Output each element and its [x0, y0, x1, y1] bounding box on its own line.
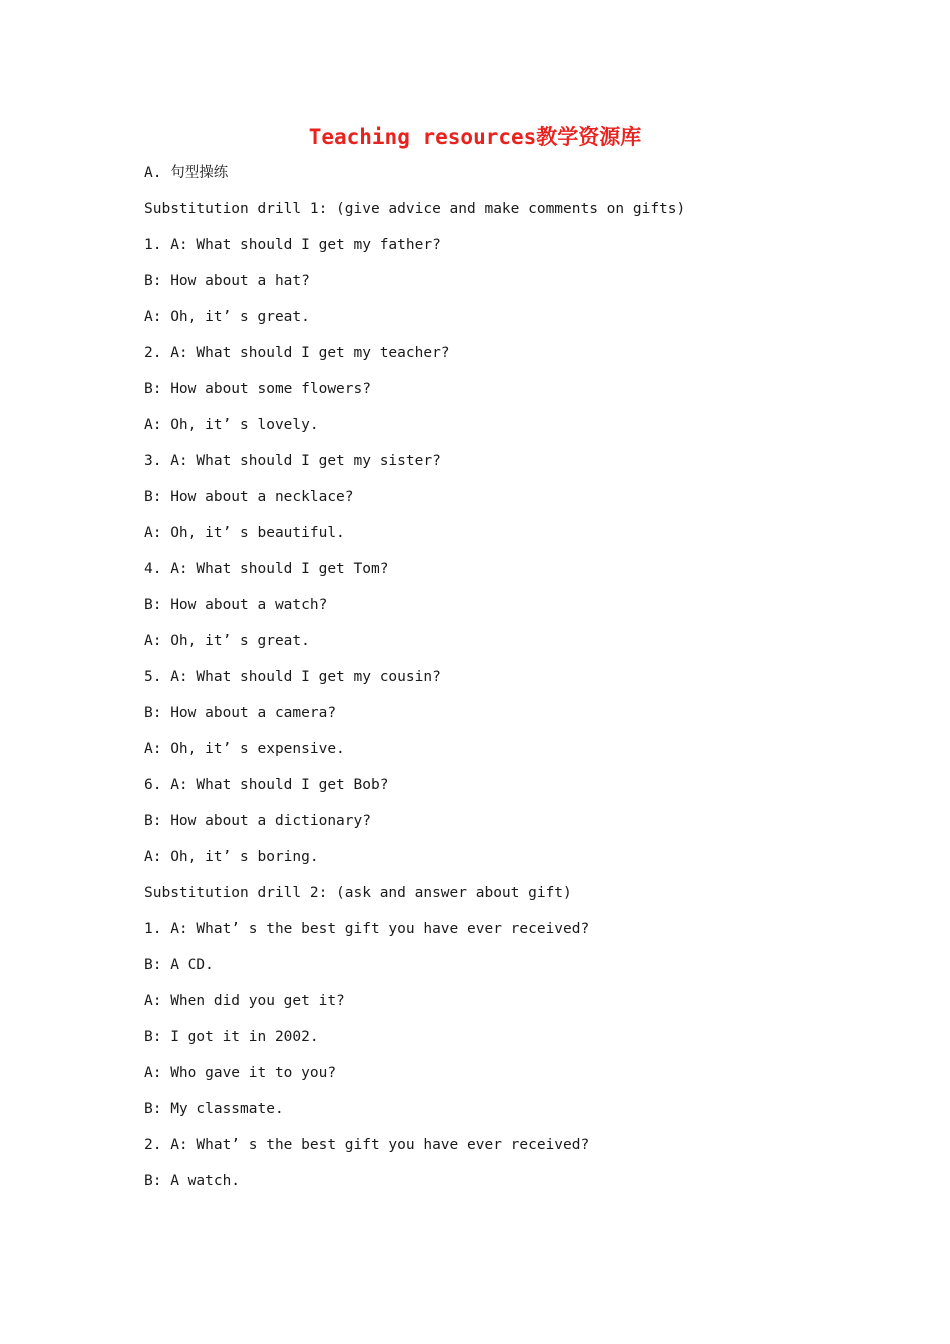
dialogue-line: B: How about a camera? — [144, 705, 337, 721]
dialogue-line: A: Oh, it’ s expensive. — [144, 741, 345, 757]
section-heading: A. 句型操练 — [144, 165, 229, 181]
dialogue-line: 2. A: What should I get my teacher? — [144, 345, 450, 361]
dialogue-line: B: How about a hat? — [144, 273, 310, 289]
dialogue-line: 4. A: What should I get Tom? — [144, 561, 389, 577]
document-body — [144, 160, 844, 1204]
dialogue-line: A: Oh, it’ s great. — [144, 633, 310, 649]
dialogue-line: B: A CD. — [144, 957, 214, 973]
dialogue-line: B: How about a necklace? — [144, 489, 354, 505]
dialogue-line: 6. A: What should I get Bob? — [144, 777, 389, 793]
dialogue-line: A: Oh, it’ s lovely. — [144, 417, 319, 433]
dialogue-line: B: How about some flowers? — [144, 381, 371, 397]
dialogue-line: 3. A: What should I get my sister? — [144, 453, 441, 469]
document-title: Teaching resources教学资源库 — [308, 125, 642, 149]
dialogue-line: A: Who gave it to you? — [144, 1065, 337, 1081]
dialogue-line: B: I got it in 2002. — [144, 1029, 319, 1045]
dialogue-line: 2. A: What’ s the best gift you have ever received? — [144, 1137, 590, 1153]
dialogue-line: A: Oh, it’ s beautiful. — [144, 525, 345, 541]
dialogue-line: A: Oh, it’ s boring. — [144, 849, 319, 865]
dialogue-line: 1. A: What’ s the best gift you have ever received? — [144, 921, 590, 937]
dialogue-line: 5. A: What should I get my cousin? — [144, 669, 441, 685]
dialogue-line: A: When did you get it? — [144, 993, 345, 1009]
dialogue-line: A: Oh, it’ s great. — [144, 309, 310, 325]
drill-heading: Substitution drill 2: (ask and answer about gift) — [144, 885, 572, 901]
dialogue-line: B: My classmate. — [144, 1101, 284, 1117]
dialogue-line: B: A watch. — [144, 1173, 241, 1189]
dialogue-line: B: How about a dictionary? — [144, 813, 371, 829]
drill-heading: Substitution drill 1: (give advice and make comments on gifts) — [144, 201, 686, 217]
dialogue-line: B: How about a watch? — [144, 597, 328, 613]
dialogue-line: 1. A: What should I get my father? — [144, 237, 441, 253]
